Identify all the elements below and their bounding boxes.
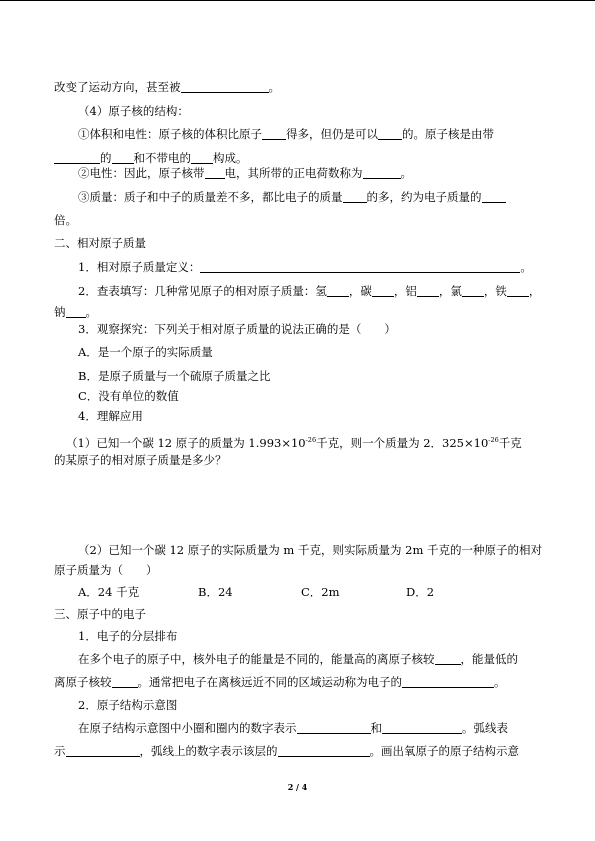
text: 1．电子的分层排布 — [78, 629, 178, 643]
text: 离原子核较 — [54, 675, 112, 689]
fill-blank[interactable] — [363, 166, 401, 179]
page-number: 2 / 4 — [287, 782, 308, 792]
text-line — [0, 103, 595, 119]
text: ， — [528, 284, 541, 298]
text: 和 — [370, 721, 382, 735]
text: 千克，则一个质量为 2．325×10 — [316, 436, 489, 450]
text: 构成。 — [213, 151, 248, 165]
text: 倍。 — [54, 213, 77, 227]
text-line — [0, 150, 595, 166]
text-line — [0, 697, 595, 713]
option-d: D．2 — [406, 585, 435, 599]
option-b: B．24 — [198, 585, 233, 599]
text-line — [0, 628, 595, 644]
text: 得多，但仍是可以 — [286, 127, 378, 141]
text: B．是原子质量与一个硫原子质量之比 — [78, 369, 271, 383]
text-line — [0, 189, 595, 205]
option — [0, 388, 595, 404]
option-c: C．2m — [301, 585, 340, 599]
fill-blank[interactable] — [112, 151, 134, 164]
text: 4．理解应用 — [78, 409, 143, 423]
text-line — [0, 304, 595, 320]
fill-blank[interactable] — [181, 80, 269, 93]
fill-blank[interactable] — [507, 284, 529, 297]
text: 。 — [85, 305, 97, 319]
text: 二、相对原子质量 — [54, 236, 146, 250]
fill-blank[interactable] — [200, 260, 520, 273]
text: 。画出氧原子的原子结构示意 — [369, 744, 519, 758]
text: 。 — [268, 80, 280, 94]
fill-blank[interactable] — [278, 744, 370, 757]
fill-blank[interactable] — [462, 284, 484, 297]
fill-blank[interactable] — [66, 744, 140, 757]
text: ，弧线上的数字表示该层的 — [139, 744, 278, 758]
text-line — [0, 259, 595, 275]
fill-blank[interactable] — [205, 166, 225, 179]
section-heading — [0, 606, 595, 622]
option-a: A．24 千克 — [78, 585, 140, 599]
text: 的。原子核是由带 — [402, 127, 494, 141]
text: ，氯 — [438, 284, 462, 298]
text-line — [0, 542, 595, 558]
text-line — [0, 126, 595, 142]
text-line — [0, 408, 595, 424]
text: 3．观察探究：下列关于相对原子质量的说法正确的是（ ） — [78, 322, 396, 336]
text-line — [0, 674, 595, 690]
fill-blank[interactable] — [66, 305, 86, 318]
text-line — [0, 283, 595, 299]
text-line — [0, 651, 595, 667]
text-line — [0, 321, 595, 337]
text: （4）原子核的结构： — [78, 104, 189, 118]
option — [0, 344, 595, 360]
text: ①体积和电性：原子核的体积比原子 — [78, 127, 262, 141]
fill-blank[interactable] — [402, 675, 494, 688]
fill-blank[interactable] — [191, 151, 213, 164]
text: ③质量：质子和中子的质量差不多，都比电子的质量 — [78, 190, 343, 204]
text-line — [0, 165, 595, 181]
text: C．没有单位的数值 — [78, 389, 179, 403]
fill-blank[interactable] — [372, 284, 394, 297]
fill-blank[interactable] — [435, 652, 461, 665]
exponent: -26 — [488, 436, 499, 444]
text: 电，其所带的正电荷数称为 — [224, 166, 363, 180]
text: 的多，约为电子质量的 — [366, 190, 482, 204]
text: （1）已知一个碳 12 原子的质量为 1.993×10 — [66, 436, 306, 450]
fill-blank[interactable] — [262, 127, 286, 140]
text: 三、原子中的电子 — [54, 607, 146, 621]
text: 在原子结构示意图中小圈和圈内的数字表示 — [78, 721, 297, 735]
text: 2．查表填写：几种常见原子的相对原子质量：氢 — [78, 284, 327, 298]
fill-blank[interactable] — [382, 721, 462, 734]
fill-blank[interactable] — [54, 151, 100, 164]
text: 。弧线表 — [462, 721, 508, 735]
fill-blank[interactable] — [482, 190, 506, 203]
text: 。 — [494, 675, 506, 689]
text: ，铁 — [483, 284, 507, 298]
fill-blank[interactable] — [327, 284, 349, 297]
text-line — [0, 743, 595, 759]
fill-blank[interactable] — [343, 190, 367, 203]
text-line — [0, 452, 595, 468]
section-heading — [0, 235, 595, 251]
text: 1．相对原子质量定义： — [78, 260, 201, 274]
fill-blank[interactable] — [112, 675, 138, 688]
text: ②电性：因此，原子核带 — [78, 166, 205, 180]
text: （2）已知一个碳 12 原子的实际质量为 m 千克，则实际质量为 2m 千克的一种原子的相对 — [78, 543, 543, 557]
text: ，铝 — [393, 284, 417, 298]
text: 在多个电子的原子中，核外电子的能量是不同的，能量高的离原子核较 — [78, 652, 435, 666]
text: ，碳 — [348, 284, 372, 298]
text: 示 — [54, 744, 66, 758]
text: 2．原子结构示意图 — [78, 698, 178, 712]
fill-blank[interactable] — [378, 127, 402, 140]
text: 原子质量为（ ） — [54, 563, 158, 577]
text: 千克 — [498, 436, 522, 450]
text: 的某原子的相对原子质量是多少？ — [54, 453, 227, 467]
text-line — [0, 212, 595, 228]
text: A．是一个原子的实际质量 — [78, 345, 213, 359]
option — [0, 368, 595, 384]
text: 和不带电的 — [133, 151, 191, 165]
text-line — [0, 432, 595, 448]
text: 钠 — [54, 305, 66, 319]
text-line — [0, 562, 595, 578]
text: 。 — [520, 260, 532, 274]
text-line — [0, 79, 595, 95]
fill-blank[interactable] — [417, 284, 439, 297]
text: ，能量低的 — [460, 652, 518, 666]
text: 。 — [400, 166, 412, 180]
exponent: -26 — [305, 436, 317, 444]
fill-blank[interactable] — [297, 721, 371, 734]
text-line — [0, 720, 595, 736]
text: 的 — [100, 151, 112, 165]
options-row — [0, 584, 595, 600]
text: 改变了运动方向，甚至被 — [54, 80, 181, 94]
text: 。通常把电子在离核远近不同的区域运动称为电子的 — [137, 675, 402, 689]
